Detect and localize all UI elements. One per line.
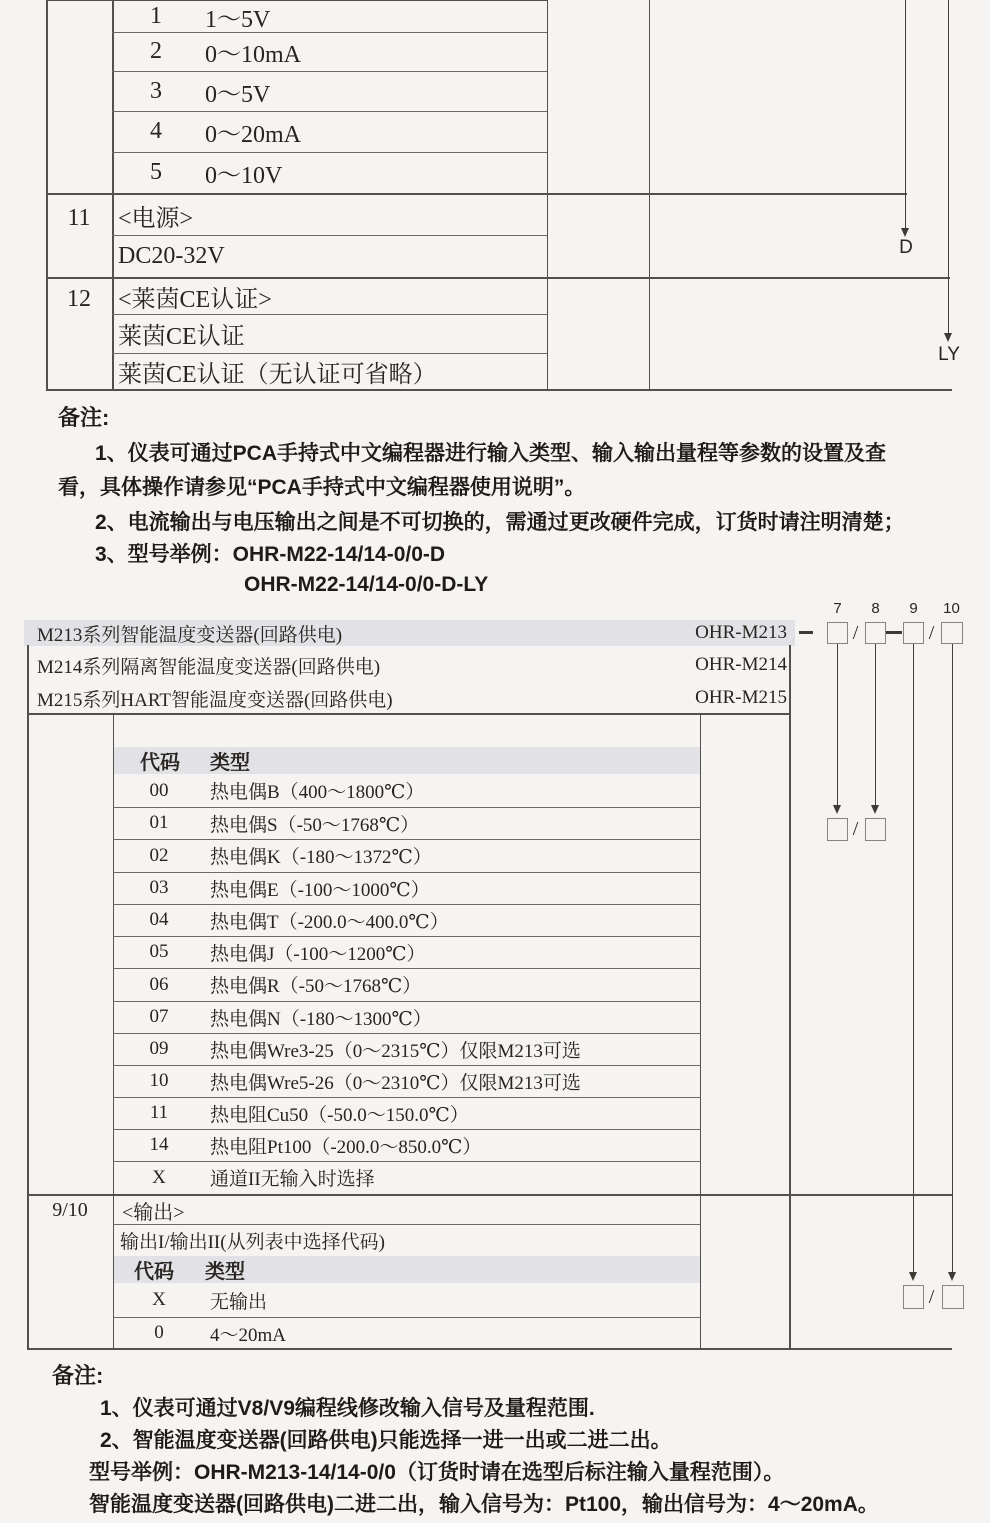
input-code-box-1	[827, 818, 848, 841]
input-row-code: 04	[149, 909, 169, 930]
input-row-type: 热电偶R（-50～1768℃）	[210, 976, 422, 997]
model-name: M215系列HART智能温度变送器(回路供电)	[37, 689, 393, 711]
table-border	[789, 645, 791, 1350]
model-code: OHR-M213	[695, 622, 787, 643]
input-row-code: 03	[149, 877, 169, 898]
input-row-code: 05	[149, 941, 169, 962]
model-name: M213系列智能温度变送器(回路供电)	[37, 624, 343, 646]
code-arrow-line	[948, 0, 949, 333]
input-row-code: 10	[149, 1070, 169, 1091]
table-border	[700, 713, 701, 1348]
model-code: OHR-M215	[695, 687, 787, 708]
header-band	[114, 747, 700, 774]
input-row-code: 14	[149, 1134, 169, 1155]
column-header-code: 代码	[140, 752, 180, 774]
code-separator-slash: /	[928, 1285, 935, 1308]
arrow-down-icon	[948, 1272, 956, 1281]
selector-arrow-line	[913, 644, 914, 1273]
position-digit: 7	[833, 600, 842, 617]
table-border	[649, 0, 650, 390]
row-divider	[46, 193, 907, 195]
input-row-code: 11	[149, 1102, 169, 1123]
input-row-type: 热电偶N（-180～1300℃）	[210, 1008, 432, 1030]
notes-title: 备注:	[58, 404, 110, 430]
table-border	[27, 645, 29, 1350]
signal-row-code: 4	[150, 118, 162, 144]
ce-option: 莱茵CE认证（无认证可省略）	[118, 361, 437, 388]
code-box-position-8	[865, 622, 886, 644]
input-row-code: X	[152, 1166, 166, 1188]
note-line: 智能温度变送器(回路供电)二进二出，输入信号为：Pt100，输出信号为：4～20mA。	[89, 1493, 879, 1516]
code-separator-slash: /	[852, 818, 859, 840]
code-box-position-10	[941, 622, 963, 644]
row-divider	[113, 1224, 701, 1225]
code-box-position-9	[903, 622, 924, 644]
arrow-down-icon	[833, 805, 841, 814]
column-header-code: 代码	[134, 1261, 174, 1283]
output-row-number: 9/10	[52, 1198, 88, 1221]
input-row-code: 06	[149, 973, 169, 995]
power-value: DC20-32V	[118, 242, 225, 269]
signal-row-code: 3	[150, 77, 162, 104]
input-row-type: 热电偶S（-50～1768℃）	[210, 814, 420, 836]
code-separator-slash: /	[852, 621, 859, 644]
position-digit: 8	[871, 600, 880, 617]
signal-row-type: 1～5V	[205, 6, 271, 33]
input-row-type: 通道II无输入时选择	[210, 1169, 375, 1190]
header-band	[114, 1256, 700, 1283]
input-row-type: 热电偶K（-180～1372℃）	[210, 847, 432, 868]
selector-arrow-line	[837, 644, 838, 805]
input-row-code: 01	[149, 812, 169, 833]
output-header: <输出>	[122, 1201, 185, 1224]
code-arrow-line	[905, 0, 906, 228]
input-row-type: 热电偶E（-100～1000℃）	[210, 879, 430, 901]
signal-row-code: 2	[150, 38, 162, 64]
input-row-type: 热电阻Cu50（-50.0～150.0℃）	[210, 1104, 469, 1126]
column-header-type: 类型	[210, 752, 250, 774]
input-row-type: 热电偶T（-200.0～400.0℃）	[210, 911, 449, 933]
input-row-type: 热电偶Wre3-25（0～2315℃）仅限M213可选	[210, 1040, 581, 1062]
signal-row-type: 0～20mA	[205, 122, 301, 148]
arrow-down-icon	[944, 333, 952, 342]
position-digit: 10	[943, 600, 960, 617]
power-header: <电源>	[118, 206, 194, 232]
input-row-code: 02	[149, 844, 169, 866]
position-digit: 9	[909, 600, 918, 617]
output-row-type: 无输出	[210, 1291, 268, 1313]
signal-row-code: 1	[150, 2, 162, 29]
note-line: 1、仪表可通过V8/V9编程线修改输入信号及量程范围.	[100, 1397, 595, 1420]
dash	[886, 631, 902, 634]
ce-code-label: LY	[938, 344, 960, 365]
output-row-code: X	[152, 1289, 166, 1310]
input-row-type: 热电偶J（-100～1200℃）	[210, 943, 426, 965]
signal-row-type: 0～10mA	[205, 42, 301, 68]
note-line: 2、电流输出与电压输出之间是不可切换的，需通过更改硬件完成，订货时请注明清楚；	[95, 511, 905, 534]
table-border	[27, 713, 791, 715]
input-code-box-2	[865, 818, 886, 841]
power-code-label: D	[899, 237, 913, 258]
input-row-code: 09	[149, 1038, 169, 1059]
table-border	[547, 0, 548, 390]
note-line: 看，具体操作请参见“PCA手持式中文编程器使用说明”。	[58, 476, 586, 499]
output-code-box-1	[903, 1285, 924, 1309]
note-line: OHR-M22-14/14-0/0-D-LY	[244, 573, 489, 596]
output-row-code: 0	[154, 1322, 164, 1343]
note-line: 1、仪表可通过PCA手持式中文编程器进行输入类型、输入输出量程等参数的设置及查	[95, 442, 887, 465]
code-separator-slash: /	[928, 621, 935, 644]
input-row-type: 热电偶Wre5-26（0～2310℃）仅限M213可选	[210, 1072, 581, 1094]
selector-arrow-line	[952, 644, 953, 1273]
input-row-code: 07	[149, 1006, 169, 1027]
arrow-down-icon	[871, 805, 879, 814]
model-code: OHR-M214	[695, 654, 787, 675]
note-line: 2、智能温度变送器(回路供电)只能选择一进一出或二进二出。	[100, 1429, 672, 1452]
arrow-down-icon	[901, 228, 909, 237]
dash	[799, 631, 813, 634]
table-border	[46, 389, 952, 391]
selector-arrow-line	[875, 644, 876, 805]
input-row-type: 热电阻Pt100（-200.0～850.0℃）	[210, 1136, 482, 1158]
signal-row-type: 0～5V	[205, 81, 271, 108]
table-border	[46, 0, 48, 390]
output-row-type: 4～20mA	[210, 1324, 287, 1346]
output-subheader: 输出I/输出II(从列表中选择代码)	[120, 1232, 385, 1253]
ce-option: 莱茵CE认证	[118, 324, 245, 350]
notes-title: 备注:	[52, 1362, 104, 1388]
signal-row-type: 0～10V	[205, 163, 283, 189]
input-row-type: 热电偶B（400～1800℃）	[210, 782, 425, 803]
note-line: 型号举例：OHR-M213-14/14-0/0（订货时请在选型后标注输入量程范围）。	[89, 1461, 785, 1484]
arrow-down-icon	[909, 1272, 917, 1281]
note-line: 3、型号举例：OHR-M22-14/14-0/0-D	[95, 543, 446, 566]
output-code-box-2	[942, 1285, 964, 1309]
signal-row-code: 5	[150, 159, 162, 185]
ce-header: <莱茵CE认证>	[118, 287, 272, 313]
model-name: M214系列隔离智能温度变送器(回路供电)	[37, 656, 381, 678]
row-number: 12	[67, 285, 91, 312]
column-header-type: 类型	[205, 1261, 245, 1283]
input-row-code: 00	[149, 779, 169, 801]
code-box-position-7	[827, 622, 848, 644]
row-number: 11	[67, 204, 91, 231]
table-border	[27, 1348, 952, 1350]
